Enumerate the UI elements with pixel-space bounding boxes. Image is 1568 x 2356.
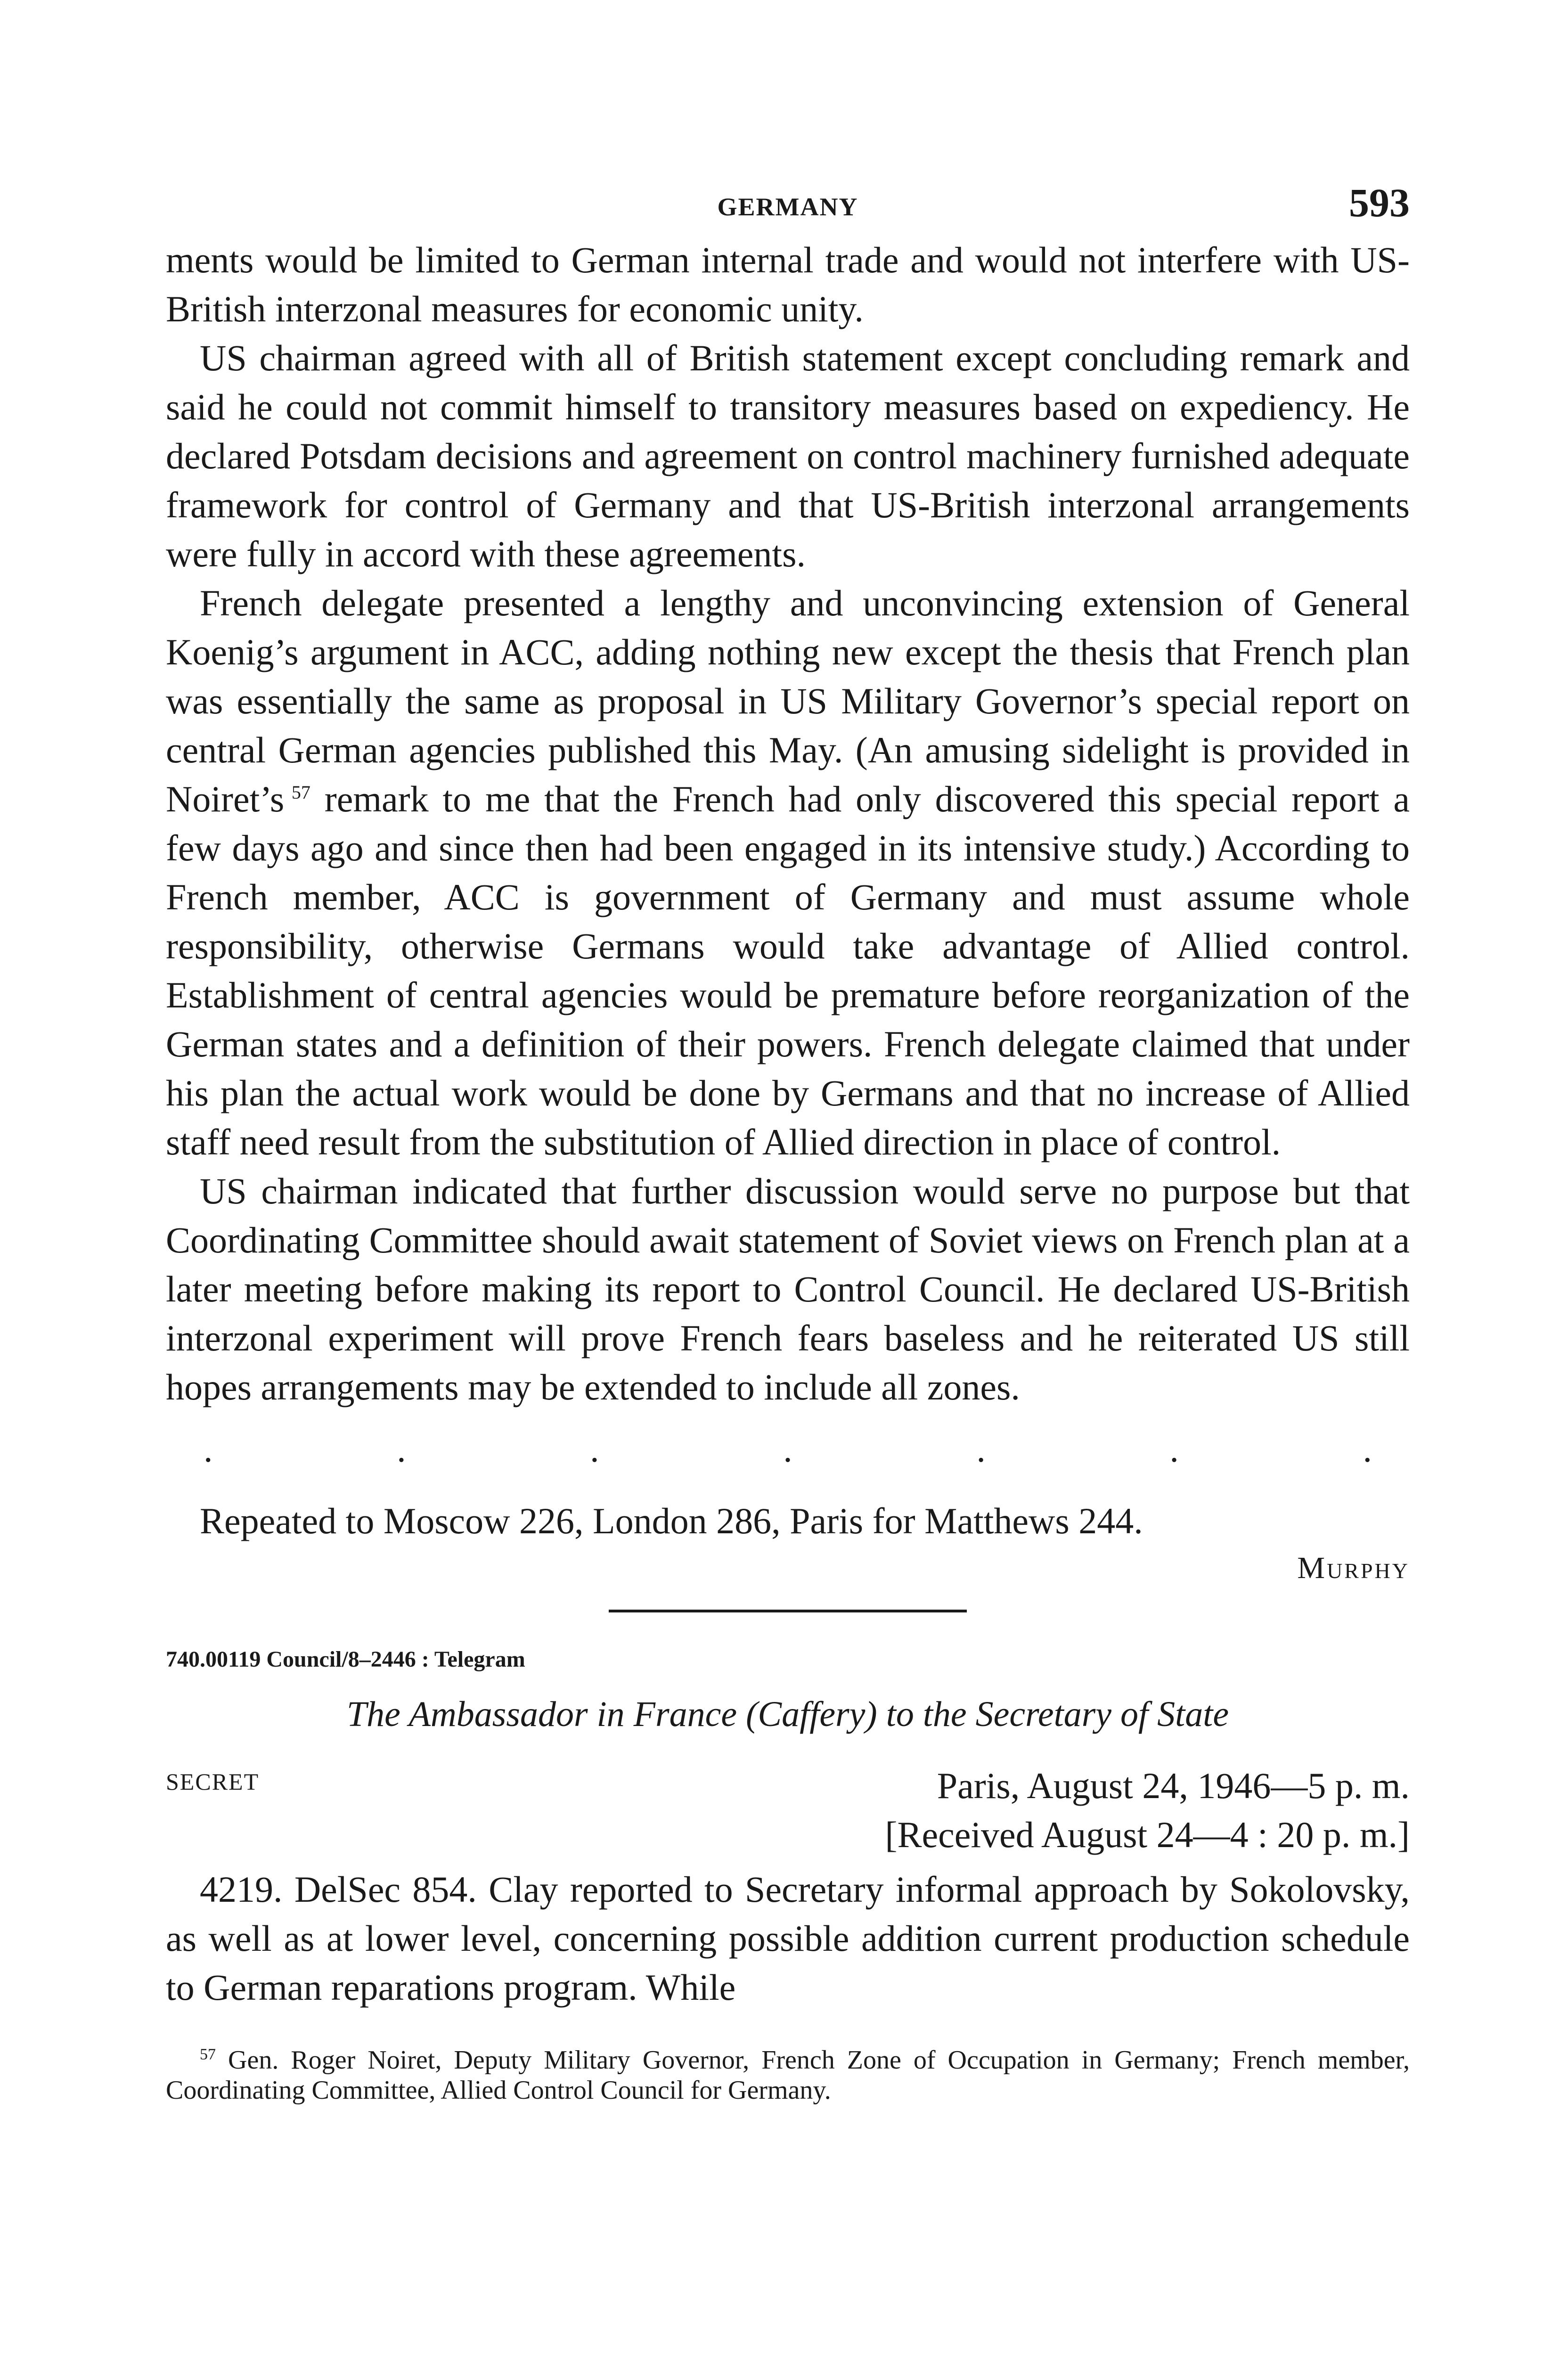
paragraph-us-chairman: US chairman agreed with all of British statement except concluding remark and said he could not commit himself to transitory measures based on expediency. He declared Potsdam decisions and agreement on control machinery furnished adequate framework for control of Germany and that US-British interzonal arrangements were fully in accord with these agreements. (166, 337, 1410, 574)
classification-label: SECRET (166, 1768, 260, 1795)
page-number: 593 (1349, 180, 1410, 225)
section-divider (609, 1610, 967, 1612)
ellipsis-dot: . (397, 1429, 406, 1470)
paragraph-text: remark to me that the French had only discovered this special report a few days ago and since then had been engaged in its intensive study.) According to French member, ACC is government of Germany and must assume whole responsibility, otherwise Germans would take advantage of Allied control. Establishment of central agencies would be premature before reorganization of the German states and a definition of their powers. French delegate claimed that under his plan the actual work would be done by Germans and that no increase of Allied staff need result from the substitution of Allied direction in place of control. (166, 778, 1410, 1162)
signature: Murphy (1297, 1551, 1410, 1585)
repeated-to-line: Repeated to Moscow 226, London 286, Paris for Matthews 244. (200, 1500, 1143, 1541)
ellipsis-dot: . (1363, 1429, 1372, 1470)
received-date: [Received August 24—4 : 20 p. m.] (885, 1814, 1410, 1855)
ellipsis-dot: . (976, 1429, 986, 1470)
footnote-mark: 57 (200, 2045, 216, 2063)
ellipsis-dot: . (1169, 1429, 1179, 1470)
omission-dots (166, 1412, 1410, 1468)
paragraph-text: French delegate presented a lengthy and unconvincing extension of General Koenig’s argument in ACC, adding nothing new except the thesis that French plan was essentially the same as proposal in US Military Governor’s special report on central German agencies published this May. (An amusing sidelight is provided in Noiret’s (166, 582, 1410, 819)
document-heading: The Ambassador in France (Caffery) to the Secretary of State (346, 1694, 1229, 1734)
ellipsis-dot: . (783, 1429, 792, 1470)
paragraph-continuation: ments would be limited to German internal trade and would not interfere with US-British interzonal measures for economic unity. (166, 239, 1410, 329)
footnote (166, 2045, 1410, 2105)
dateline (166, 1761, 1410, 1865)
ellipsis-dot: . (204, 1429, 213, 1470)
document-body (166, 1865, 1410, 2012)
footnote-text: Gen. Roger Noiret, Deputy Military Governor, French Zone of Occupation in Germany; French member, Coordinating Committee, Allied Control Council for Germany. (166, 2045, 1410, 2105)
telegram-body (166, 236, 1410, 1412)
running-title: GERMANY (717, 193, 858, 221)
document-file-number: 740.00119 Council/8–2446 : Telegram (166, 1647, 525, 1672)
paragraph-delsec: 4219. DelSec 854. Clay reported to Secretary informal approach by Sokolovsky, as well as at lower level, concerning possible addition current production schedule to German reparations program. While (166, 1869, 1410, 2008)
footnote-reference[interactable]: 57 (291, 782, 310, 803)
place-date: Paris, August 24, 1946—5 p. m. (937, 1765, 1410, 1806)
paragraph-french-delegate (166, 579, 1410, 1167)
page (166, 179, 1410, 2105)
ellipsis-dot: . (590, 1429, 599, 1470)
running-head (166, 179, 1410, 236)
paragraph-us-chairman-conclusion: US chairman indicated that further discussion would serve no purpose but that Coordinating Committee should await statement of Soviet views on French plan at a later meeting before making its report to Control Council. He declared US-British interzonal experiment will prove French fears baseless and he reiterated US still hopes arrangements may be extended to include all zones. (166, 1170, 1410, 1407)
